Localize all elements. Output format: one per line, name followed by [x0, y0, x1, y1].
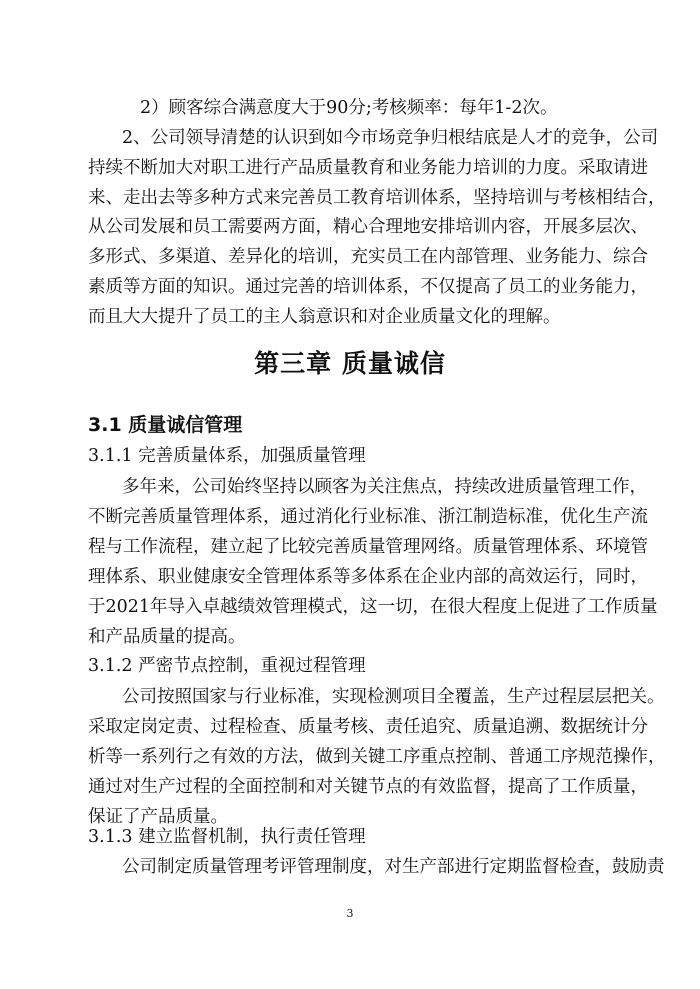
satisfaction-criterion: 2）顾客综合满意度大于90分;考核频率：每年1-2次。 — [140, 98, 558, 118]
paragraph-line: 不断完善质量管理体系，通过消化行业标准、浙江制造标准，优化生产流 — [88, 507, 648, 527]
paragraph-line: 公司按照国家与行业标准，实现检测项目全覆盖，生产过程层层把关。 — [122, 687, 665, 707]
paragraph-line: 来、走出去等多种方式来完善员工教育培训体系，坚持培训与考核相结合， — [88, 188, 666, 208]
paragraph-line: 保证了产品质量。 — [88, 807, 228, 827]
section-heading: 3.1 质量诚信管理 — [88, 414, 243, 436]
paragraph-line: 通过对生产过程的全面控制和对关键节点的有效监督，提高了工作质量， — [88, 777, 648, 797]
paragraph-line: 和产品质量的提高。 — [88, 627, 246, 647]
page-number: 3 — [346, 907, 354, 920]
subsection-heading: 3.1.2 严密节点控制，重视过程管理 — [88, 656, 366, 676]
paragraph-line: 程与工作流程，建立起了比较完善质量管理网络。质量管理体系、环境管 — [88, 537, 648, 557]
paragraph-line: 而且大大提升了员工的主人翁意识和对企业质量文化的理解。 — [88, 307, 561, 327]
paragraph-line: 采取定岗定责、过程检查、质量考核、责任追究、质量追溯、数据统计分 — [88, 717, 648, 737]
paragraph-line: 多年来，公司始终坚持以顾客为关注焦点，持续改进质量管理工作， — [122, 477, 647, 497]
paragraph-line: 于2021年导入卓越绩效管理模式，这一切，在很大程度上促进了工作质量 — [88, 597, 658, 617]
subsection-heading: 3.1.3 建立监督机制，执行责任管理 — [88, 827, 366, 847]
paragraph-line: 从公司发展和员工需要两方面，精心合理地安排培训内容，开展多层次、 — [88, 217, 648, 237]
paragraph-line: 素质等方面的知识。通过完善的培训体系，不仅提高了员工的业务能力， — [88, 277, 648, 297]
paragraph-line: 2、公司领导清楚的认识到如今市场竞争归根结底是人才的竞争，公司 — [122, 128, 659, 148]
subsection-heading: 3.1.1 完善质量体系，加强质量管理 — [88, 446, 366, 466]
chapter-title: 第三章 质量诚信 — [254, 349, 446, 378]
paragraph-line: 公司制定质量管理考评管理制度，对生产部进行定期监督检查，鼓励责 — [122, 857, 665, 877]
paragraph-line: 持续不断加大对职工进行产品质量教育和业务能力培训的力度。采取请进 — [88, 158, 648, 178]
paragraph-line: 析等一系列行之有效的方法，做到关键工序重点控制、普通工序规范操作， — [88, 747, 666, 767]
paragraph-line: 多形式、多渠道、差异化的培训，充实员工在内部管理、业务能力、综合 — [88, 247, 648, 267]
paragraph-line: 理体系、职业健康安全管理体系等多体系在企业内部的高效运行，同时， — [88, 567, 648, 587]
